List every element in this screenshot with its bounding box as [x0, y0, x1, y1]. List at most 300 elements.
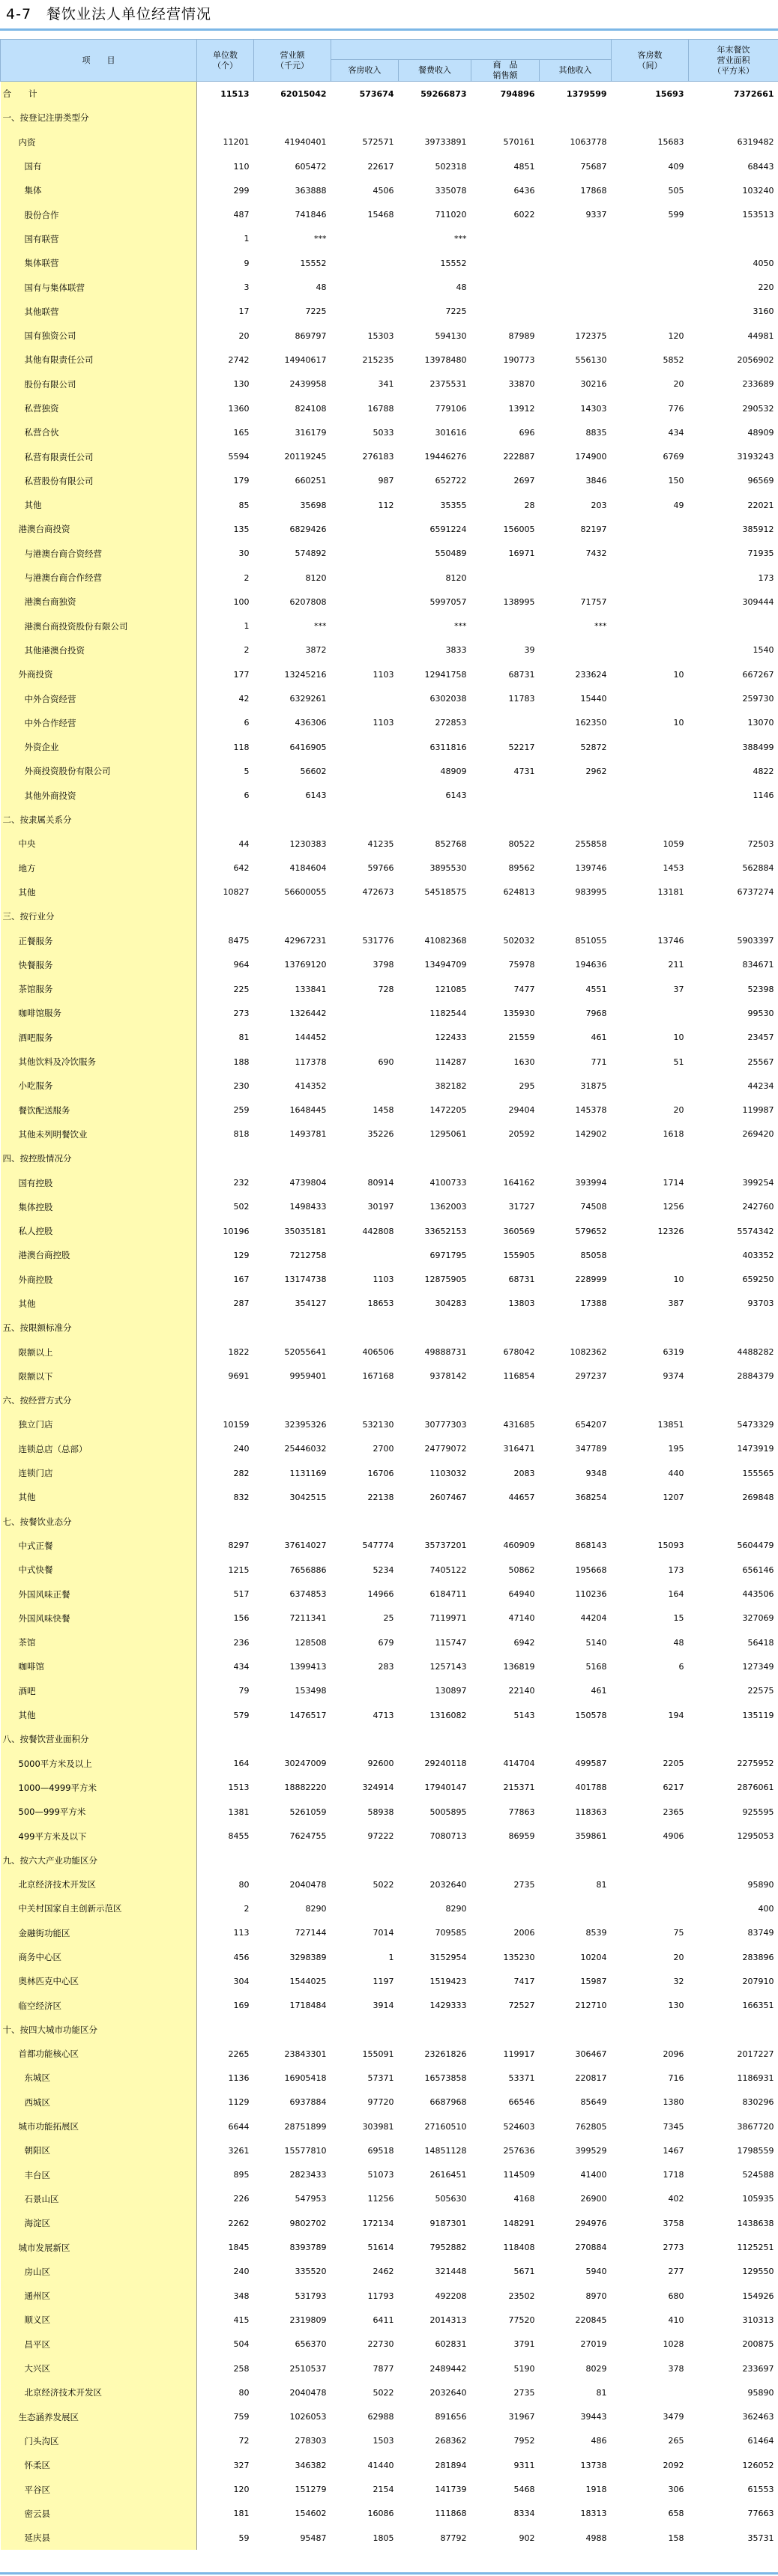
row-value [689, 227, 778, 251]
row-value: 5190 [513, 2363, 535, 2374]
row-value [689, 1727, 778, 1751]
row-label: 500—999平方米 [1, 1800, 197, 1824]
row-value: 716 [668, 2072, 684, 2083]
row-value [399, 904, 471, 928]
row-value: 7656886 [289, 1564, 327, 1575]
row-value: 23261826 [424, 2049, 467, 2059]
row-value: 39 [524, 645, 535, 656]
table-row [1, 638, 778, 662]
row-value: 5604479 [737, 1541, 774, 1551]
row-value [612, 517, 689, 541]
row-value: 56418 [747, 1637, 774, 1648]
row-value: 20 [673, 1105, 684, 1116]
row-value: 1316082 [429, 1710, 467, 1720]
row-value: 48909 [747, 427, 774, 438]
row-value: 194 [668, 1710, 684, 1720]
row-value: 13738 [580, 2460, 607, 2470]
row-value: 162350 [575, 718, 607, 728]
row-value: 13181 [657, 887, 684, 898]
row-value: 1379599 [566, 88, 607, 99]
table-row [1, 1001, 778, 1025]
row-value: 3758 [663, 2218, 684, 2228]
row-value: 7405122 [429, 1564, 467, 1575]
row-value: 270884 [575, 2243, 607, 2253]
row-value: 7211341 [289, 1613, 327, 1624]
row-value: 133841 [295, 984, 327, 994]
row-value: 8120 [445, 572, 467, 583]
row-value: 678042 [503, 1347, 535, 1358]
row-value: 1082362 [570, 1347, 607, 1358]
row-value: 9 [244, 258, 250, 268]
table-row [1, 1146, 778, 1170]
row-value: 304283 [435, 1298, 467, 1309]
row-value: 5473329 [737, 1419, 774, 1430]
row-label: 顺义区 [1, 2308, 197, 2332]
row-value: 75978 [508, 960, 535, 970]
row-label: 餐饮配送服务 [1, 1098, 197, 1122]
row-label: 外国风味正餐 [1, 1582, 197, 1606]
row-value [612, 1872, 689, 1896]
table-row [1, 1751, 778, 1775]
row-value: 434 [233, 1661, 250, 1672]
row-value [331, 106, 399, 130]
row-label: 二、按隶属关系分 [1, 808, 197, 832]
row-value: 22138 [367, 1492, 394, 1502]
row-value: 233689 [742, 379, 774, 390]
row-value [612, 542, 689, 566]
row-value: 177 [233, 669, 250, 680]
row-value: 605472 [295, 161, 327, 172]
row-label: 小吃服务 [1, 1074, 197, 1098]
row-value: 2 [244, 645, 250, 656]
row-label: 集体控股 [1, 1195, 197, 1219]
row-value: 6937884 [289, 2097, 327, 2108]
row-value [471, 1896, 540, 1920]
row-value: 13746 [657, 936, 684, 946]
row-value: 68731 [508, 1275, 535, 1285]
row-value [254, 1510, 331, 1534]
row-value: 1360 [228, 403, 250, 414]
table-row [1, 1461, 778, 1485]
row-value [612, 1848, 689, 1872]
row-label: 咖啡馆服务 [1, 1001, 197, 1025]
row-value: 9187301 [429, 2218, 467, 2228]
row-value: 1186931 [737, 2072, 774, 2083]
row-value: 2962 [585, 766, 607, 776]
row-value: 1540 [753, 645, 774, 656]
row-label: 与港澳台商合资经营 [1, 542, 197, 566]
row-value: 10 [673, 1032, 684, 1043]
row-value: 741846 [295, 210, 327, 220]
row-value: 35035181 [284, 1226, 327, 1236]
row-value: 12326 [657, 1226, 684, 1236]
row-value: 25 [383, 1613, 394, 1624]
row-value: 1845 [228, 2243, 250, 2253]
row-value: 9348 [585, 1468, 607, 1478]
row-value: 363888 [295, 185, 327, 196]
row-value: 116854 [503, 1371, 535, 1382]
row-value: 294976 [575, 2218, 607, 2228]
row-value: 680 [668, 2291, 684, 2301]
header-guest: 客房收入 [331, 60, 399, 82]
row-value: 172134 [362, 2218, 394, 2228]
table-row [1, 1872, 778, 1896]
table-row [1, 372, 778, 396]
table-row [1, 542, 778, 566]
row-value: 16573858 [424, 2072, 467, 2083]
row-value: 1182544 [429, 1008, 467, 1018]
row-value: 164 [668, 1589, 684, 1600]
row-value: 30 [238, 548, 250, 559]
row-value: 87792 [440, 2533, 467, 2543]
row-value [689, 808, 778, 832]
table-row [1, 1098, 778, 1122]
row-value: 1519423 [429, 1976, 467, 1986]
row-value: 656146 [742, 1564, 774, 1575]
row-value: 1125251 [737, 2243, 774, 2253]
row-value [612, 1074, 689, 1098]
table-row [1, 904, 778, 928]
row-value: 4739804 [289, 1178, 327, 1188]
row-value: 414352 [295, 1080, 327, 1091]
row-value: 121085 [435, 984, 467, 994]
top-rule [0, 28, 778, 31]
row-value: 362463 [742, 2412, 774, 2422]
row-value: 30247009 [284, 1759, 327, 1769]
row-value: 7225 [305, 306, 327, 317]
row-value: 403352 [742, 1250, 774, 1260]
row-value: 1 [244, 234, 250, 244]
row-label: 连锁总店（总部） [1, 1437, 197, 1461]
row-value: 35226 [367, 1129, 394, 1140]
row-value: 18313 [580, 2509, 607, 2519]
row-label: 中外合作经营 [1, 711, 197, 735]
row-value: 203 [591, 500, 607, 510]
row-value: 8029 [585, 2363, 607, 2374]
table-row [1, 1510, 778, 1534]
header-catering: 餐费收入 [399, 60, 471, 82]
table-row [1, 469, 778, 493]
row-value: *** [594, 621, 607, 632]
row-value: 3152954 [429, 1952, 467, 1962]
row-value: 7952 [513, 2436, 535, 2446]
header-units: 单位数 （个） [197, 40, 254, 82]
row-value: 964 [233, 960, 250, 970]
row-value [471, 808, 540, 832]
row-label: 国有与集体联营 [1, 275, 197, 299]
row-value: 52217 [508, 742, 535, 752]
row-label: 外资企业 [1, 735, 197, 759]
row-value: 895 [233, 2170, 250, 2180]
row-value: 824108 [295, 403, 327, 414]
row-value: 393994 [575, 1178, 607, 1188]
row-value: 49 [673, 500, 684, 510]
row-label: 港澳台商独资 [1, 590, 197, 614]
row-value: 85649 [580, 2097, 607, 2108]
table-row [1, 2066, 778, 2090]
row-value: 44657 [508, 1492, 535, 1502]
row-label: 三、按行业分 [1, 904, 197, 928]
row-value: 81 [238, 1032, 250, 1043]
row-value: 135230 [503, 1952, 535, 1962]
row-value: 150578 [575, 1710, 607, 1720]
row-value: 39733891 [424, 137, 467, 148]
table-row [1, 1558, 778, 1582]
row-value: 304 [233, 1976, 250, 1986]
row-value: *** [314, 621, 327, 632]
row-value [612, 1896, 689, 1920]
row-value: 75 [673, 1928, 684, 1938]
row-value: 22617 [367, 161, 394, 172]
row-value: 86959 [508, 1831, 535, 1842]
row-value [689, 2018, 778, 2042]
row-value: 156 [233, 1613, 250, 1624]
row-value: 1381 [228, 1806, 250, 1817]
row-value: 37614027 [284, 1541, 327, 1551]
row-value: 130 [233, 379, 250, 390]
row-value: 220 [758, 282, 774, 293]
row-value: 13070 [747, 718, 774, 728]
row-value: 135119 [742, 1710, 774, 1720]
row-value: 166351 [742, 2001, 774, 2011]
row-label: 外国风味快餐 [1, 1606, 197, 1630]
row-value: 28 [524, 500, 535, 510]
row-label: 中式正餐 [1, 1534, 197, 1558]
row-value: 5997057 [429, 596, 467, 607]
row-value: 27160510 [424, 2121, 467, 2132]
row-value: 5903397 [737, 936, 774, 946]
row-value: 23457 [747, 1032, 774, 1043]
row-value: 15577810 [284, 2145, 327, 2156]
row-value: 4851 [513, 161, 535, 172]
row-label: 五、按限额标准分 [1, 1316, 197, 1340]
row-value: 5671 [513, 2267, 535, 2277]
row-value: 5594 [228, 452, 250, 462]
row-value: 114509 [503, 2170, 535, 2180]
row-value: 378 [668, 2363, 684, 2374]
row-value: 6 [244, 790, 250, 801]
row-value: 277 [668, 2267, 684, 2277]
row-value: 2375531 [429, 379, 467, 390]
header-goods: 商 品 销售额 [471, 60, 540, 82]
row-value: 556130 [575, 354, 607, 365]
row-value: 16788 [367, 403, 394, 414]
row-label: 首都功能核心区 [1, 2042, 197, 2066]
table-row [1, 348, 778, 372]
table-row [1, 1170, 778, 1194]
row-value: 658 [668, 2509, 684, 2519]
table-row [1, 977, 778, 1001]
row-label: 其他联营 [1, 300, 197, 324]
row-value: 122433 [435, 1032, 467, 1043]
table-body [1, 82, 778, 2551]
row-value: 1063778 [570, 137, 607, 148]
row-value: 460909 [503, 1541, 535, 1551]
table-row [1, 324, 778, 348]
row-value: 547774 [362, 1541, 394, 1551]
row-value: 297237 [575, 1371, 607, 1382]
row-value: 15 [673, 1613, 684, 1624]
row-value: 233624 [575, 669, 607, 680]
row-value: 696 [519, 427, 535, 438]
row-value: 10159 [223, 1419, 250, 1430]
row-label: 门头沟区 [1, 2429, 197, 2453]
row-value [689, 1510, 778, 1534]
row-value: 709585 [435, 1928, 467, 1938]
row-value: 1498433 [289, 1202, 327, 1212]
row-value: 48 [673, 1637, 684, 1648]
row-value: 6319482 [737, 137, 774, 148]
table-row [1, 2235, 778, 2259]
row-label: 一、按登记注册类型分 [1, 106, 197, 130]
table-row [1, 759, 778, 783]
row-value: 7212758 [289, 1250, 327, 1260]
row-value: 9691 [228, 1371, 250, 1382]
row-value [612, 1727, 689, 1751]
row-value: 2205 [663, 1759, 684, 1769]
table-row [1, 1630, 778, 1654]
row-value: 35731 [747, 2533, 774, 2543]
row-value: 1380 [663, 2097, 684, 2108]
row-value: 3042515 [289, 1492, 327, 1502]
row-label: 七、按餐饮业态分 [1, 1510, 197, 1534]
row-value: 15468 [367, 210, 394, 220]
row-value: 58938 [367, 1806, 394, 1817]
row-value: 25446032 [284, 1444, 327, 1454]
row-value [471, 711, 540, 735]
row-value: 62988 [367, 2412, 394, 2422]
row-value: 118363 [575, 1806, 607, 1817]
row-value: 127349 [742, 1661, 774, 1672]
row-label: 东城区 [1, 2066, 197, 2090]
row-label: 石景山区 [1, 2187, 197, 2211]
row-value: 1429333 [429, 2001, 467, 2011]
table-row [1, 1534, 778, 1558]
row-value: 599 [668, 210, 684, 220]
row-value: 68443 [747, 161, 774, 172]
row-value: 1257143 [429, 1661, 467, 1672]
row-value: 9374 [663, 1371, 684, 1382]
row-value: 167168 [362, 1371, 394, 1382]
row-value: 59266873 [420, 88, 467, 99]
row-value: 31727 [508, 1202, 535, 1212]
row-value: 1256 [663, 1202, 684, 1212]
row-value: 547953 [295, 2194, 327, 2204]
row-value [540, 1848, 612, 1872]
row-value: 278303 [295, 2436, 327, 2446]
row-value: 15987 [580, 1976, 607, 1986]
row-label: 限额以上 [1, 1340, 197, 1364]
row-value: 16905418 [284, 2072, 327, 2083]
row-label: 外商投资股份有限公司 [1, 759, 197, 783]
row-value: 7372661 [733, 88, 774, 99]
table-row [1, 1316, 778, 1340]
row-value: 1103032 [429, 1468, 467, 1478]
row-value [399, 808, 471, 832]
table-row [1, 227, 778, 251]
row-value: 258 [233, 2363, 250, 2374]
row-value: 3914 [373, 2001, 394, 2011]
row-value [399, 1388, 471, 1412]
row-value: 3872 [305, 645, 327, 656]
row-value: 1503 [373, 2436, 394, 2446]
row-value: 1129 [228, 2097, 250, 2108]
row-value: 502 [233, 1202, 250, 1212]
row-value: 47140 [508, 1613, 535, 1624]
row-value [612, 251, 689, 275]
row-label: 其他 [1, 493, 197, 517]
row-value: 13245216 [284, 669, 327, 680]
row-value: *** [454, 234, 467, 244]
row-value: 679 [378, 1637, 394, 1648]
row-label: 港澳台商投资股份有限公司 [1, 614, 197, 638]
row-value: 3833 [445, 645, 467, 656]
row-value [540, 275, 612, 299]
row-value: 64940 [508, 1589, 535, 1600]
row-value: 387 [668, 1298, 684, 1309]
row-label: 私人控股 [1, 1219, 197, 1243]
row-value: 1918 [585, 2485, 607, 2495]
row-value [471, 904, 540, 928]
row-label: 私营有限责任公司 [1, 444, 197, 468]
row-value: 222887 [503, 452, 535, 462]
row-value: 211 [668, 960, 684, 970]
row-value [254, 1848, 331, 1872]
table-row [1, 1606, 778, 1630]
row-value: 316471 [503, 1444, 535, 1454]
row-value: 50862 [508, 1564, 535, 1575]
row-value: 77663 [747, 2509, 774, 2519]
row-value [612, 300, 689, 324]
row-value: 83749 [747, 1928, 774, 1938]
row-value: 1718 [663, 2170, 684, 2180]
row-value [612, 275, 689, 299]
row-value: 2773 [663, 2243, 684, 2253]
row-value: 31875 [580, 1080, 607, 1091]
row-label: 国有控股 [1, 1170, 197, 1194]
row-value: 59766 [367, 863, 394, 874]
row-value [331, 542, 399, 566]
row-value: 15552 [440, 258, 467, 268]
row-label: 港澳台商投资 [1, 517, 197, 541]
row-label: 金融街功能区 [1, 1921, 197, 1945]
row-value [331, 251, 399, 275]
row-value: 341 [378, 379, 394, 390]
row-value: 42 [238, 694, 250, 704]
row-value [254, 808, 331, 832]
row-value: 335078 [435, 185, 467, 196]
row-value [689, 1848, 778, 1872]
table-row [1, 2429, 778, 2453]
row-value: 8835 [585, 427, 607, 438]
row-value: 49888731 [424, 1347, 467, 1358]
row-value: 15093 [657, 1541, 684, 1551]
row-value: 2056902 [737, 354, 774, 365]
row-value [399, 1727, 471, 1751]
row-value: 656370 [295, 2339, 327, 2350]
table-row [1, 928, 778, 952]
header-rooms: 客房数 （间） [612, 40, 689, 82]
row-value: 97222 [367, 1831, 394, 1842]
row-value: 29240118 [424, 1759, 467, 1769]
row-value: 2017227 [737, 2049, 774, 2059]
row-value: 14851128 [424, 2145, 467, 2156]
row-value: 667267 [742, 669, 774, 680]
row-value [612, 566, 689, 590]
row-value: 579652 [575, 1226, 607, 1236]
row-label: 外商控股 [1, 1268, 197, 1292]
row-value [331, 1679, 399, 1703]
